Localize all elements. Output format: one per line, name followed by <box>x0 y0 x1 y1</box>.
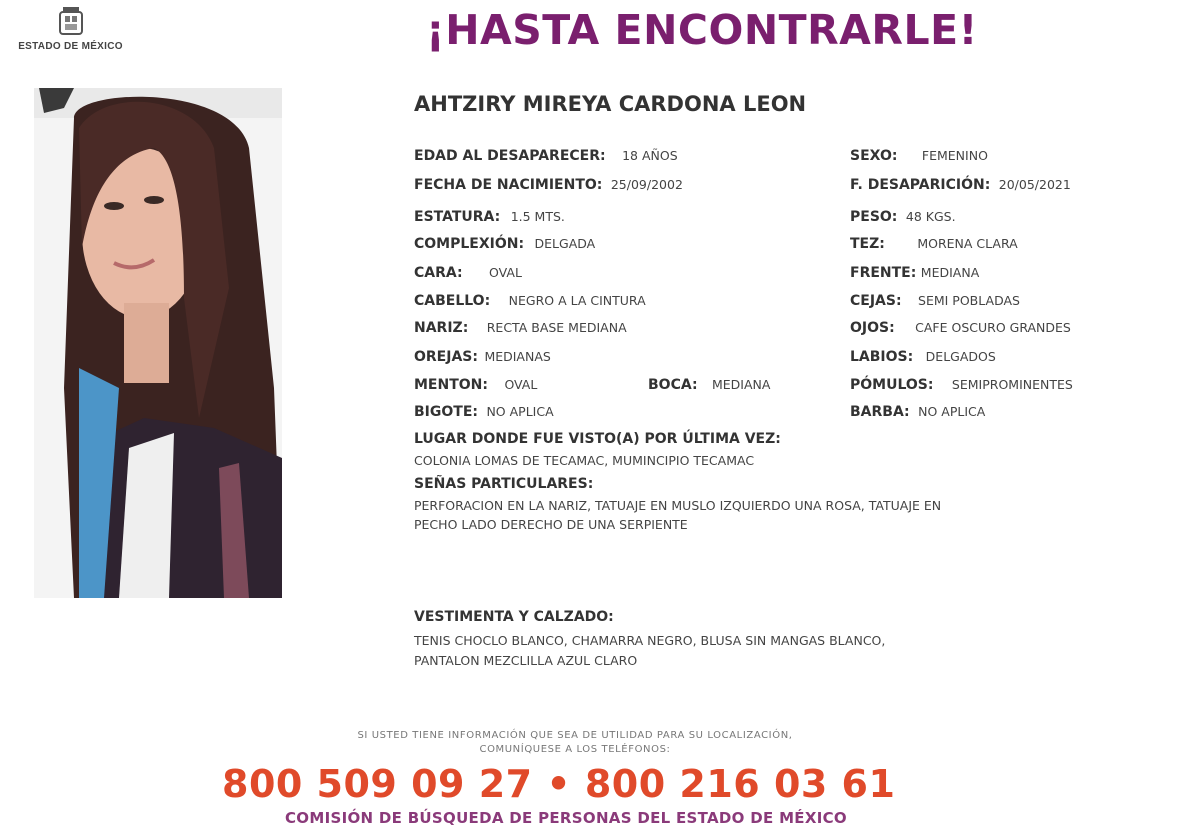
field-cabello <box>414 292 646 310</box>
frente-label: FRENTE: <box>850 265 917 281</box>
pomulos-label: PÓMULOS: <box>850 377 934 393</box>
complexion-label: COMPLEXIÓN: <box>414 236 525 252</box>
labios-value: DELGADOS <box>925 349 996 364</box>
orejas-label: OREJAS: <box>414 349 478 365</box>
cejas-label: CEJAS: <box>850 293 902 309</box>
field-cara <box>414 264 522 282</box>
tez-label: TEZ: <box>850 236 885 252</box>
field-labios <box>850 348 996 366</box>
cejas-value: SEMI POBLADAS <box>918 293 1020 308</box>
vestimenta-line-1: TENIS CHOCLO BLANCO, CHAMARRA NEGRO, BLUSA SIN MANGAS BLANCO, <box>414 633 886 648</box>
lugar-value: COLONIA LOMAS DE TECAMAC, MUMINCIPIO TECAMAC <box>414 453 755 468</box>
desaparicion-label: F. DESAPARICIÓN: <box>850 177 991 193</box>
field-frente <box>850 264 979 282</box>
field-pomulos <box>850 376 1073 394</box>
field-nacimiento <box>414 176 683 194</box>
cara-label: CARA: <box>414 265 463 281</box>
headline: ¡HASTA ENCONTRARLE! <box>426 6 978 54</box>
menton-value: OVAL <box>504 377 538 392</box>
field-ojos <box>850 319 1071 337</box>
field-estatura <box>414 208 565 226</box>
nariz-value: RECTA BASE MEDIANA <box>486 320 627 335</box>
logo-text: ESTADO DE MÉXICO <box>18 41 123 52</box>
bigote-value: NO APLICA <box>486 404 554 419</box>
field-sexo <box>850 147 988 165</box>
cara-value: OVAL <box>489 265 522 280</box>
edad-value: 18 AÑOS <box>622 148 678 163</box>
bigote-label: BIGOTE: <box>414 404 478 420</box>
ojos-value: CAFE OSCURO GRANDES <box>915 320 1071 335</box>
phone-numbers: 800 509 09 27 • 800 216 03 61 <box>222 762 896 806</box>
sexo-label: SEXO: <box>850 148 898 164</box>
field-cejas <box>850 292 1020 310</box>
field-peso <box>850 208 956 226</box>
tez-value: MORENA CLARA <box>917 236 1018 251</box>
senas-label: SEÑAS PARTICULARES: <box>414 476 594 492</box>
field-bigote <box>414 403 554 421</box>
ojos-label: OJOS: <box>850 320 895 336</box>
field-edad <box>414 147 678 165</box>
senas-line-2: PECHO LADO DERECHO DE UNA SERPIENTE <box>414 517 688 532</box>
field-desaparicion <box>850 176 1071 194</box>
boca-value: MEDIANA <box>712 377 771 392</box>
nacimiento-label: FECHA DE NACIMIENTO: <box>414 177 603 193</box>
missing-person-photo <box>34 88 282 598</box>
footer-note-2: COMUNÍQUESE A LOS TELÉFONOS: <box>479 744 671 755</box>
field-barba <box>850 403 985 421</box>
vestimenta-label: VESTIMENTA Y CALZADO: <box>414 609 614 625</box>
peso-label: PESO: <box>850 209 898 225</box>
barba-value: NO APLICA <box>918 404 986 419</box>
estatura-label: ESTATURA: <box>414 209 501 225</box>
coat-of-arms-icon <box>54 4 88 38</box>
frente-value: MEDIANA <box>920 265 980 280</box>
menton-label: MENTON: <box>414 377 488 393</box>
cabello-value: NEGRO A LA CINTURA <box>508 293 646 308</box>
estatura-value: 1.5 MTS. <box>510 209 565 224</box>
senas-line-1: PERFORACION EN LA NARIZ, TATUAJE EN MUSLO IZQUIERDO UNA ROSA, TATUAJE EN <box>414 498 942 513</box>
boca-label: BOCA: <box>648 377 698 393</box>
estado-de-mexico-logo <box>8 4 133 56</box>
labios-label: LABIOS: <box>850 349 914 365</box>
field-nariz <box>414 319 627 337</box>
field-menton <box>414 376 537 394</box>
field-complexion <box>414 235 595 253</box>
commission-name: COMISIÓN DE BÚSQUEDA DE PERSONAS DEL ESTADO DE MÉXICO <box>285 809 847 827</box>
footer-note-1: SI USTED TIENE INFORMACIÓN QUE SEA DE UTILIDAD PARA SU LOCALIZACIÓN, <box>357 730 793 741</box>
sexo-value: FEMENINO <box>921 148 988 163</box>
nacimiento-value: 25/09/2002 <box>610 177 683 192</box>
field-tez <box>850 235 1018 253</box>
vestimenta-line-2: PANTALON MEZCLILLA AZUL CLARO <box>414 653 638 668</box>
orejas-value: MEDIANAS <box>484 349 551 364</box>
cabello-label: CABELLO: <box>414 293 491 309</box>
barba-label: BARBA: <box>850 404 910 420</box>
pomulos-value: SEMIPROMINENTES <box>951 377 1073 392</box>
complexion-value: DELGADA <box>534 236 596 251</box>
edad-label: EDAD AL DESAPARECER: <box>414 148 606 164</box>
field-orejas <box>414 348 551 366</box>
field-boca <box>648 376 770 394</box>
peso-value: 48 KGS. <box>905 209 956 224</box>
person-name: AHTZIRY MIREYA CARDONA LEON <box>414 92 807 116</box>
lugar-label: LUGAR DONDE FUE VISTO(A) POR ÚLTIMA VEZ: <box>414 431 781 447</box>
desaparicion-value: 20/05/2021 <box>998 177 1071 192</box>
nariz-label: NARIZ: <box>414 320 469 336</box>
portrait-image <box>34 88 282 598</box>
